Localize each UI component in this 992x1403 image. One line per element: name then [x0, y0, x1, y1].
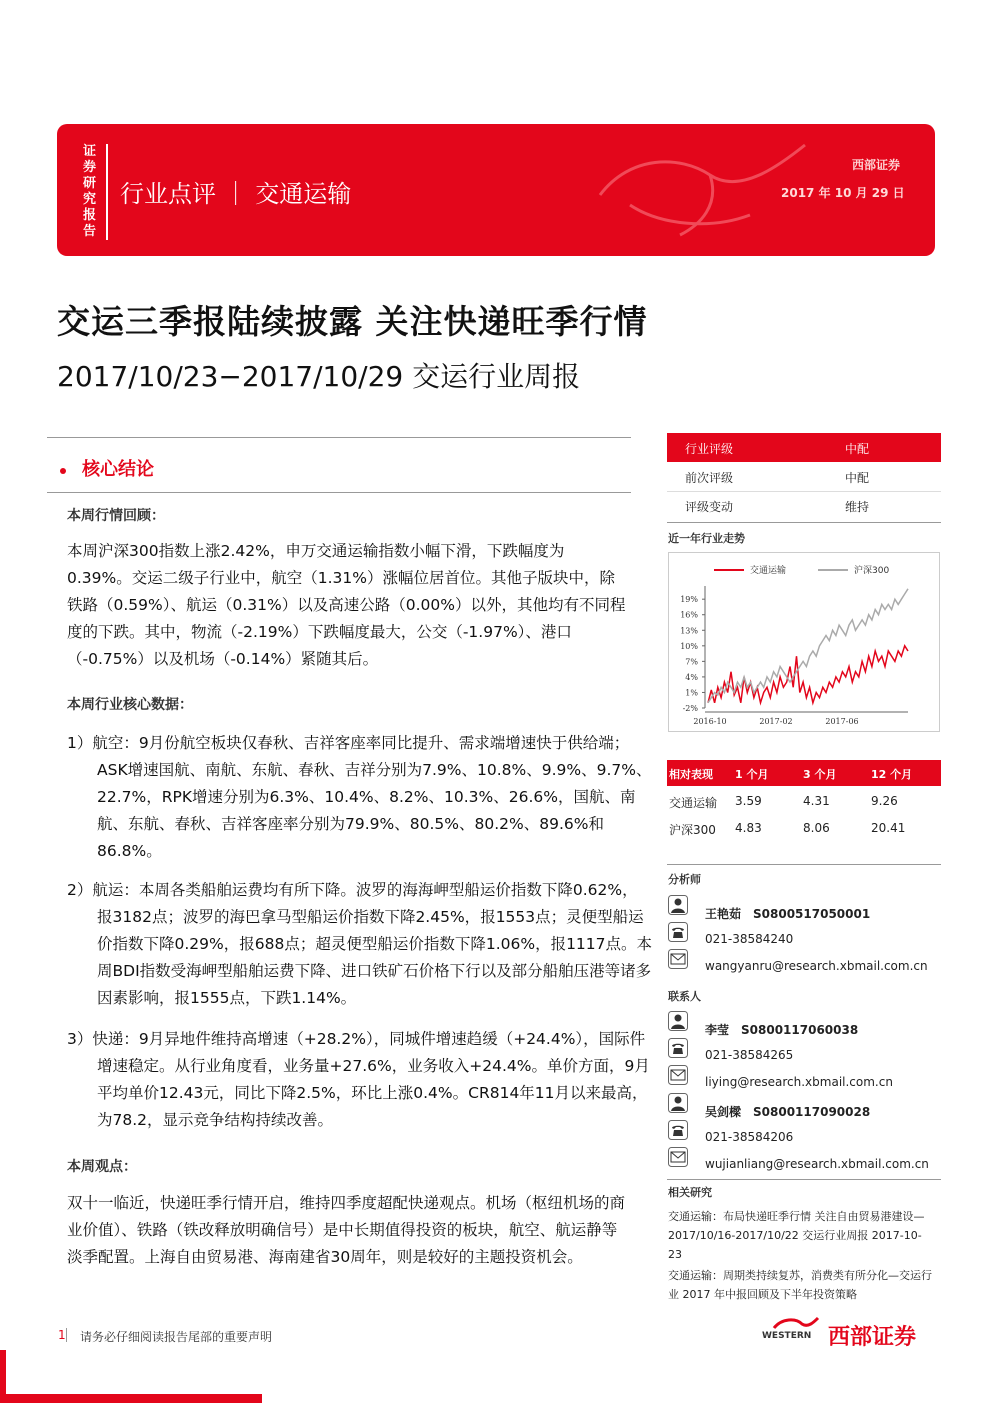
- analyst-heading: 分析师: [668, 873, 701, 886]
- email-icon: [668, 1147, 688, 1167]
- person-icon: [668, 895, 688, 915]
- perf-header-cell: 12 个月: [871, 768, 913, 781]
- report-subtitle: 2017/10/23−2017/10/29 交运行业周报: [57, 360, 581, 393]
- x-tick-label: 2017-06: [825, 717, 859, 726]
- perf-cell: 4.83: [735, 821, 762, 835]
- review-heading: 本周行情回顾：: [67, 508, 165, 524]
- report-category: 行业点评 ｜ 交通运输: [120, 180, 352, 208]
- bull-logo-icon: [770, 1316, 820, 1332]
- performance-header: [667, 760, 941, 786]
- page-number: 1: [58, 1328, 66, 1342]
- email-icon: [668, 1065, 688, 1085]
- rating-row-current: [667, 433, 941, 462]
- perf-cell: 3.59: [735, 794, 762, 808]
- section-divider-bottom: [47, 492, 631, 493]
- footer-separator: [66, 1328, 67, 1342]
- perf-header-cell: 3 个月: [803, 768, 837, 781]
- report-title: 交运三季报陆续披露 关注快递旺季行情: [57, 302, 648, 341]
- rating-row-change: [667, 491, 941, 520]
- chart-frame: [669, 553, 940, 732]
- phone-icon: [668, 1038, 688, 1058]
- perf-cell: 交通运输: [669, 796, 718, 810]
- related-item[interactable]: 交通运输：布局快递旺季行情 关注自由贸易港建设—2017/10/16-2017/10/22 交运行业周报 2017-10-23: [668, 1210, 925, 1261]
- footer-accent-bar: [0, 1394, 262, 1403]
- table-row: [667, 788, 941, 814]
- trend-heading: 近一年行业走势: [668, 532, 745, 545]
- y-tick-label: -2%: [682, 704, 698, 713]
- y-tick-label: 10%: [680, 641, 698, 651]
- banner-divider: [106, 144, 108, 240]
- person-icon: [668, 1011, 688, 1031]
- legend-label: 沪深300: [854, 566, 890, 576]
- contact-phone: 021-38584265: [705, 1048, 794, 1062]
- footer-notice: 请务必仔细阅读报告尾部的重要声明: [80, 1330, 273, 1344]
- x-tick-label: 2016-10: [693, 717, 727, 726]
- email-icon: [668, 949, 688, 969]
- report-type-label: 证券研究报告: [83, 144, 97, 239]
- person-icon: [668, 1093, 688, 1113]
- analyst-phone: 021-38584240: [705, 932, 794, 946]
- list-item-express: 3）快递：9月异地件维持高增速（+28.2%），同城件增速趋缓（+24.4%），国际件增速稳定。从行业角度看，业务量+27.6%，业务收入+24.4%。单价方面，9月平均单价12.43元，同比下降2.5%，环比上涨0.4%。CR814年11月以来最高，为78.2，显示竞争结构持续改善。: [67, 1030, 650, 1129]
- x-tick-label: 2017-02: [759, 717, 793, 726]
- rating-label: 评级变动: [685, 500, 734, 514]
- perf-header-cell: 相对表现: [669, 768, 713, 781]
- related-heading: 相关研究: [668, 1186, 712, 1199]
- bullet-icon: [60, 468, 66, 474]
- rating-label: 前次评级: [685, 471, 734, 485]
- y-tick-label: 13%: [680, 626, 698, 636]
- contacts-heading: 联系人: [668, 990, 701, 1003]
- perf-cell: 8.06: [803, 821, 830, 835]
- report-date: 2017 年 10 月 29 日: [781, 186, 905, 200]
- analyst-name: 王艳茹 S0800517050001: [705, 907, 871, 921]
- list-item-aviation: 1）航空：9月份航空板块仅春秋、吉祥客座率同比提升、需求端增速快于供给端；ASK增速国航、南航、东航、春秋、吉祥分别为7.9%、10.8%、9.9%、9.7%、22.7%，RPK增速分别为6.3%、10.4%、8.2%、10.3%、26.6%，国航、南航、东航、春秋、吉祥客座率分别为79.9%、80.5%、80.2%、89.6%和86.8%。: [67, 734, 652, 860]
- core-data-heading: 本周行业核心数据：: [67, 697, 193, 713]
- phone-icon: [668, 922, 688, 942]
- list-item-shipping: 2）航运：本周各类船舶运费均有所下降。波罗的海海岬型船运价指数下降0.62%，报3182点；波罗的海巴拿马型船运价指数下降2.45%，报1553点；灵便型船运价指数下降0.29%，报688点；超灵便型船运价指数下降1.06%，报1117点。本周BDI指数受海岬型船舶运费下降、进口铁矿石价格下行以及部分船舶压港等诸多因素影响，报1555点，下跌1.14%。: [67, 881, 653, 1007]
- rating-value: 维持: [845, 500, 870, 514]
- review-paragraph: 本周沪深300指数上涨2.42%，申万交通运输指数小幅下滑，下跌幅度为0.39%。交运二级子行业中，航空（1.31%）涨幅位居首位。其他子版块中，除铁路（0.59%）、航运（0.31%）以及高速公路（0.00%）以外，其他均有不同程度的下跌。其中，物流（-2.19%）下跌幅度最大，公交（-1.97%）、港口（-0.75%）以及机场（-0.14%）紧随其后。: [67, 542, 626, 668]
- rating-divider: [667, 522, 941, 523]
- legend-label: 交通运输: [750, 566, 787, 576]
- y-tick-label: 7%: [685, 657, 698, 667]
- y-tick-label: 4%: [685, 672, 698, 682]
- y-tick-label: 19%: [680, 595, 698, 605]
- contact-name: 吴剑樑 S0800117090028: [705, 1105, 871, 1119]
- perf-cell: 20.41: [871, 821, 906, 835]
- perf-cell: 4.31: [803, 794, 830, 808]
- contact-name: 李莹 S0800117060038: [705, 1023, 859, 1037]
- rating-label: 行业评级: [685, 442, 734, 456]
- related-divider: [667, 1179, 941, 1180]
- section-divider-top: [47, 437, 631, 438]
- perf-header-cell: 1 个月: [735, 768, 769, 781]
- related-item[interactable]: 交通运输：周期类持续复苏，消费类有所分化—交运行业 2017 年中报回顾及下半年投资策略: [668, 1269, 932, 1301]
- rating-value: 中配: [845, 471, 870, 485]
- contact-email: wujianliang@research.xbmail.com.cn: [705, 1157, 929, 1171]
- rating-row-previous: [667, 462, 941, 492]
- view-heading: 本周观点：: [67, 1159, 137, 1175]
- phone-icon: [668, 1120, 688, 1140]
- rating-value: 中配: [845, 442, 870, 456]
- contact-phone: 021-38584206: [705, 1130, 794, 1144]
- contact-email: liying@research.xbmail.com.cn: [705, 1075, 893, 1089]
- perf-cell: 9.26: [871, 794, 898, 808]
- analyst-divider: [667, 864, 941, 865]
- banner-brand: 西部证券: [852, 158, 901, 172]
- trend-chart: [668, 552, 940, 732]
- footer-brand: 西部证券: [828, 1325, 917, 1350]
- footer-western-text: WESTERN: [762, 1331, 812, 1341]
- core-conclusion-heading: 核心结论: [82, 459, 154, 480]
- y-tick-label: 1%: [685, 688, 698, 698]
- y-tick-label: 16%: [680, 610, 698, 620]
- analyst-email: wangyanru@research.xbmail.com.cn: [705, 959, 928, 973]
- perf-cell: 沪深300: [669, 823, 716, 837]
- view-paragraph: 双十一临近，快递旺季行情开启，维持四季度超配快递观点。机场（枢纽机场的商业价值）、铁路（铁改释放明确信号）是中长期值得投资的板块，航空、航运静等淡季配置。上海自由贸易港、海南建省30周年，则是较好的主题投资机会。: [67, 1194, 626, 1266]
- table-row: [667, 815, 941, 841]
